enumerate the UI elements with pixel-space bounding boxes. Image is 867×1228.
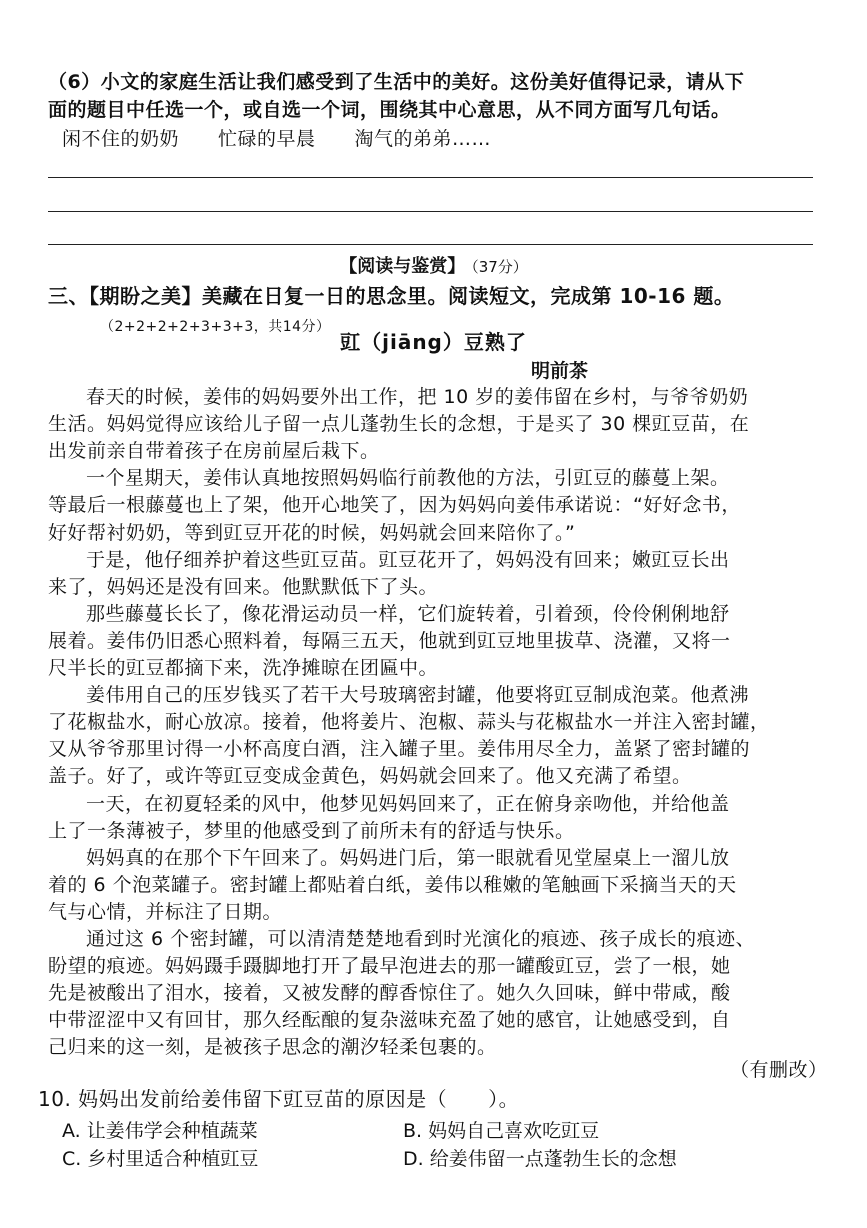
article-line: 出发前亲自带着孩子在房前屋后栽下。 (48, 440, 380, 463)
q6-line-1: （6）小文的家庭生活让我们感受到了生活中的美好。这份美好值得记录，请从下 (48, 71, 745, 93)
article-line: 气与心情，并标注了日期。 (48, 900, 283, 923)
article-line: 尺半长的豇豆都摘下来，洗净摊晾在团匾中。 (48, 657, 439, 679)
article-author: 明前茶 (531, 360, 589, 382)
section-score: （37分） (471, 258, 528, 276)
article-line: 中带涩涩中又有回甘，那久经酝酿的复杂滋味充盈了她的感官，让她感受到，自 (48, 1009, 731, 1032)
q10-option-d[interactable]: D. 给姜伟留一点蓬勃生长的念想 (403, 1148, 677, 1170)
article-line: 一天，在初夏轻柔的风中，他梦见妈妈回来了，正在俯身亲吻他，并给他盖 (86, 792, 730, 815)
q10-option-c[interactable]: C. 乡村里适合种植豇豆 (62, 1148, 259, 1170)
article-line: 盼望的痕迹。妈妈蹑手蹑脚地打开了最早泡进去的那一罐酸豇豆，尝了一根，她 (48, 955, 731, 978)
article-title: 豇（jiāng）豆熟了 (340, 330, 527, 354)
q6-topic-options: 闲不住的奶奶 忙碌的早晨 淘气的弟弟…… (62, 128, 492, 150)
article-line: 姜伟用自己的压岁钱买了若干大号玻璃密封罐，他要将豇豆制成泡菜。他煮沸 (86, 684, 750, 707)
article-line: 生活。妈妈觉得应该给儿子留一点儿蓬勃生长的念想，于是买了 30 棵豇豆苗，在 (48, 413, 750, 436)
article-line: 盖子。好了，或许等豇豆变成金黄色，妈妈就会回来了。他又充满了希望。 (48, 765, 692, 788)
article-line: 通过这 6 个密封罐，可以清清楚楚地看到时光演化的痕迹、孩子成长的痕迹、 (86, 928, 756, 950)
article-line: 上了一条薄被子，梦里的他感受到了前所未有的舒适与快乐。 (48, 819, 575, 842)
q10-option-b[interactable]: B. 妈妈自己喜欢吃豇豆 (403, 1120, 600, 1142)
article-line: 展着。姜伟仍旧悉心照料着，每隔三五天，他就到豇豆地里拔草、浇灌，又将一 (48, 629, 731, 652)
section-heading (0, 252, 867, 278)
article-line: 那些藤蔓长长了，像花滑运动员一样，它们旋转着，引着颈，伶伶俐俐地舒 (86, 602, 730, 625)
article-line: 于是，他仔细养护着这些豇豆苗。豇豆花开了，妈妈没有回来；嫩豇豆长出 (86, 548, 730, 571)
q10-stem: 10. 妈妈出发前给姜伟留下豇豆苗的原因是（ ）。 (38, 1087, 520, 1111)
section-title: 【阅读与鉴赏】 (339, 256, 466, 277)
answer-line-2[interactable] (48, 211, 813, 212)
article-line: 了花椒盐水，耐心放凉。接着，他将姜片、泡椒、蒜头与花椒盐水一并注入密封罐， (48, 711, 770, 734)
article-line: 先是被酸出了泪水，接着，又被发酵的醇香惊住了。她久久回味，鲜中带咸，酸 (48, 982, 731, 1005)
q10-option-a[interactable]: A. 让姜伟学会种植蔬菜 (62, 1120, 258, 1142)
article-line: 己归来的这一刻，是被孩子思念的潮汐轻柔包裹的。 (48, 1036, 497, 1059)
article-line: 等最后一根藤蔓也上了架，他开心地笑了，因为妈妈向姜伟承诺说：“好好念书， (48, 494, 741, 517)
article-line: 好好帮衬奶奶，等到豇豆开花的时候，妈妈就会回来陪你了。” (48, 521, 576, 544)
q6-line-2: 面的题目中任选一个，或自选一个词，围绕其中心意思，从不同方面写几句话。 (48, 99, 731, 121)
answer-line-1[interactable] (48, 177, 813, 178)
part3-scoring: （2+2+2+2+3+3+3，共14分） (100, 319, 331, 335)
answer-line-3[interactable] (48, 244, 813, 245)
article-line: 一个星期天，姜伟认真地按照妈妈临行前教他的方法，引豇豆的藤蔓上架。 (86, 467, 730, 490)
part3-heading: 三、【期盼之美】美藏在日复一日的思念里。阅读短文，完成第 10-16 题。 (48, 284, 735, 308)
article-line: 春天的时候，姜伟的妈妈要外出工作，把 10 岁的姜伟留在乡村，与爷爷奶奶 (86, 386, 749, 408)
article-line: 着的 6 个泡菜罐子。密封罐上都贴着白纸，姜伟以稚嫩的笔触画下采摘当天的天 (48, 873, 737, 896)
article-line: 来了，妈妈还是没有回来。他默默低下了头。 (48, 575, 439, 598)
edit-note: （有删改） (730, 1059, 828, 1081)
article-line: 又从爷爷那里讨得一小杯高度白酒，注入罐子里。姜伟用尽全力，盖紧了密封罐的 (48, 738, 751, 761)
article-line: 妈妈真的在那个下午回来了。妈妈进门后，第一眼就看见堂屋桌上一溜儿放 (86, 846, 730, 869)
